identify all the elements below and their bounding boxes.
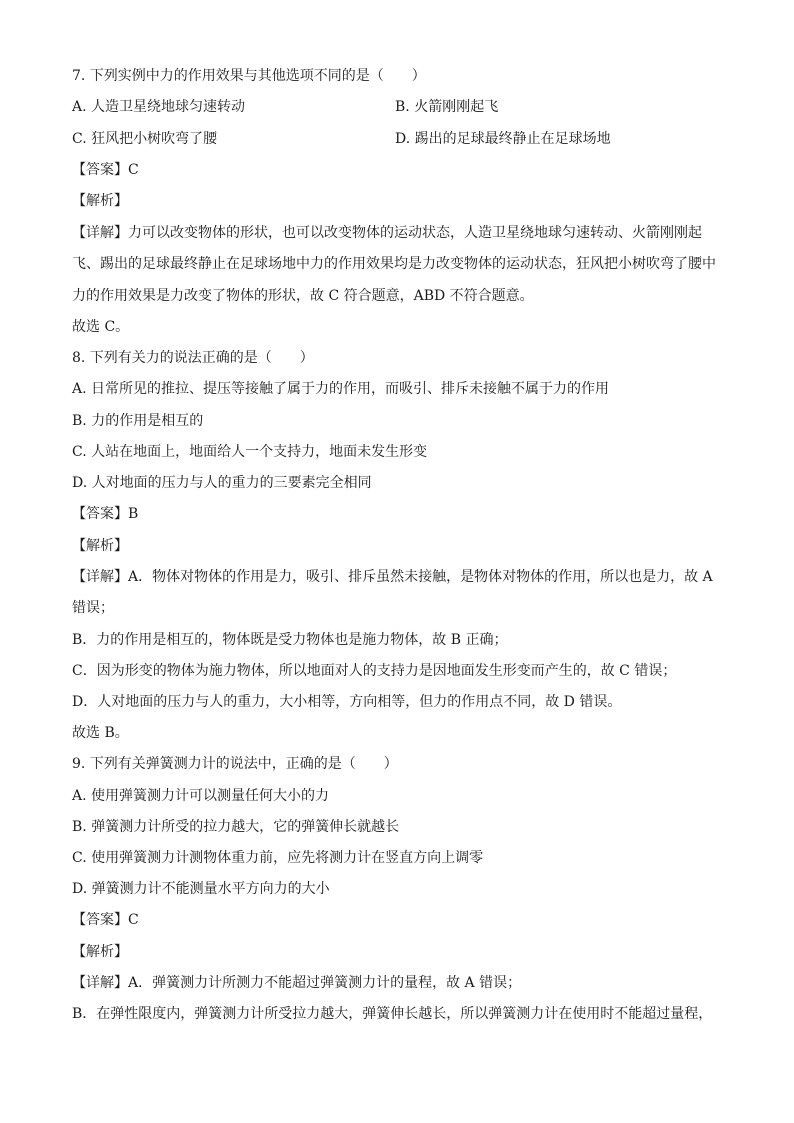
q8-stem: 8. 下列有关力的说法正确的是（ ）	[72, 350, 314, 366]
q7-stem: 7. 下列实例中力的作用效果与其他选项不同的是（ ）	[72, 68, 426, 84]
q9-answer: 【答案】C	[72, 912, 139, 928]
q8-detail-line-1: 【详解】A．物体对物体的作用是力，吸引、排斥虽然未接触，是物体对物体的作用，所以也是力，故 A	[72, 569, 713, 585]
q7-detail-line-2: 飞、踢出的足球最终静止在足球场地中力的作用效果均是力改变物体的运动状态，狂风把小树吹弯了腰中	[72, 256, 716, 272]
q8-conclusion: 故选 B。	[72, 725, 129, 741]
q7-analysis: 【解析】	[72, 193, 128, 209]
q7-option-d: D. 踢出的足球最终静止在足球场地	[395, 131, 611, 147]
q8-detail-line-3: B．力的作用是相互的，物体既是受力物体也是施力物体，故 B 正确；	[72, 632, 508, 648]
q8-answer: 【答案】B	[72, 506, 139, 522]
q8-option-a: A. 日常所见的推拉、提压等接触了属于力的作用，而吸引、排斥未接触不属于力的作用	[72, 381, 610, 397]
q7-answer: 【答案】C	[72, 162, 139, 178]
q8-option-d: D. 人对地面的压力与人的重力的三要素完全相同	[72, 475, 372, 491]
q8-detail-line-5: D．人对地面的压力与人的重力，大小相等，方向相等，但力的作用点不同，故 D 错误。	[72, 694, 622, 710]
q9-option-b: B. 弹簧测力计所受的拉力越大，它的弹簧伸长就越长	[72, 819, 400, 835]
q7-detail-line-1: 【详解】力可以改变物体的形状，也可以改变物体的运动状态，人造卫星绕地球匀速转动、火箭刚刚起	[72, 225, 702, 241]
q9-analysis: 【解析】	[72, 944, 128, 960]
q9-detail-line-2: B．在弹性限度内，弹簧测力计所受拉力越大，弹簧伸长越长，所以弹簧测力计在使用时不能超过量程，	[72, 1006, 713, 1022]
q9-option-d: D. 弹簧测力计不能测量水平方向力的大小	[72, 881, 330, 897]
q8-detail-line-2: 错误；	[72, 600, 114, 616]
q8-detail-line-4: C．因为形变的物体为施力物体，所以地面对人的支持力是因地面发生形变而产生的，故 C 错误；	[72, 663, 677, 679]
q7-option-b: B. 火箭刚刚起飞	[395, 99, 499, 115]
q8-option-b: B. 力的作用是相互的	[72, 413, 204, 429]
q7-option-c: C. 狂风把小树吹弯了腰	[72, 131, 218, 147]
q7-detail-line-3: 力的作用效果是力改变了物体的形状，故 C 符合题意，ABD 不符合题意。	[72, 288, 534, 304]
q8-option-c: C. 人站在地面上，地面给人一个支持力，地面未发生形变	[72, 444, 428, 460]
q8-analysis: 【解析】	[72, 538, 128, 554]
q7-conclusion: 故选 C。	[72, 319, 130, 335]
q9-detail-line-1: 【详解】A．弹簧测力计所测力不能超过弹簧测力计的量程，故 A 错误；	[72, 975, 522, 991]
q7-option-a: A. 人造卫星绕地球匀速转动	[72, 99, 246, 115]
q9-option-a: A. 使用弹簧测力计可以测量任何大小的力	[72, 788, 330, 804]
q9-stem: 9. 下列有关弹簧测力计的说法中，正确的是（ ）	[72, 756, 398, 772]
q9-option-c: C. 使用弹簧测力计测物体重力前，应先将测力计在竖直方向上调零	[72, 850, 484, 866]
